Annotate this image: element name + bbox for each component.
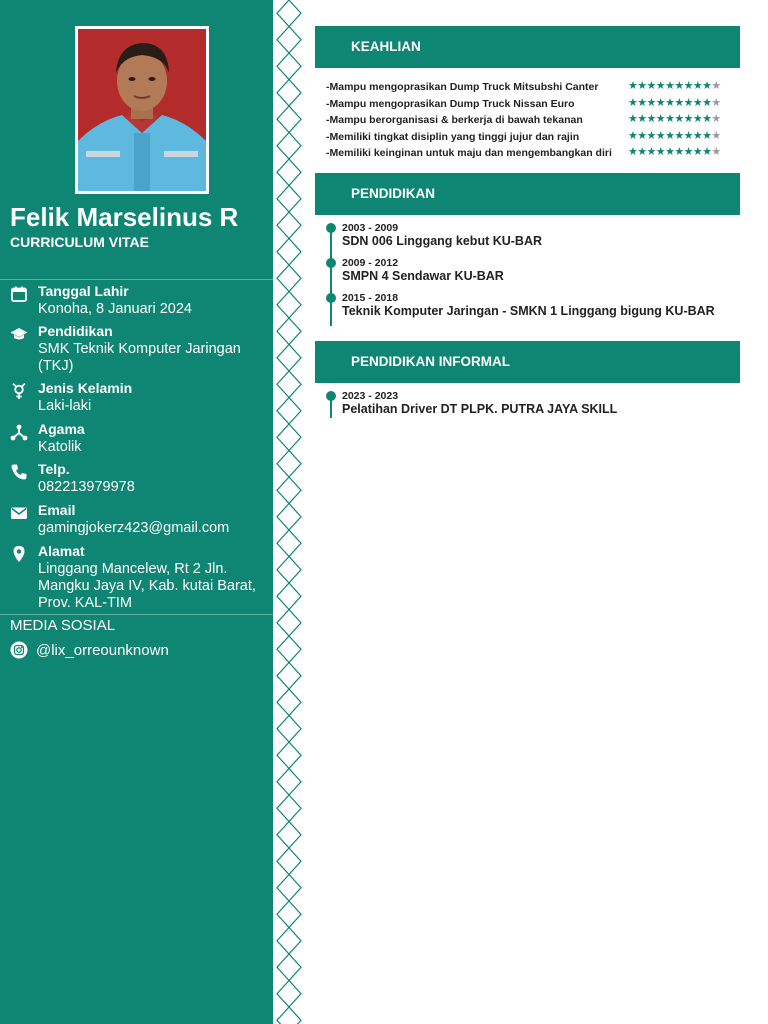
section-header-skills: KEAHLIAN — [315, 26, 740, 68]
sidebar-divider — [0, 279, 273, 280]
rating-star-icon: ★ — [683, 80, 693, 92]
rating-star-icon: ★ — [665, 80, 675, 92]
skill-item — [326, 146, 742, 163]
skill-rating-stars — [628, 146, 721, 159]
skill-item — [326, 97, 742, 114]
info-value: 082213979978 — [38, 479, 135, 495]
skill-text: -Memiliki keinginan untuk maju dan mengembangkan diri — [326, 147, 612, 160]
info-label: Email — [38, 502, 76, 518]
rating-star-icon: ★ — [655, 113, 666, 126]
rating-star-icon: ★ — [665, 129, 675, 142]
rating-star-icon: ★ — [637, 146, 647, 159]
skill-rating-stars — [628, 80, 721, 93]
rating-star-icon: ★ — [702, 129, 712, 142]
timeline-line — [330, 228, 332, 326]
rating-star-icon: ★ — [655, 129, 666, 142]
rating-star-icon: ★ — [702, 96, 712, 109]
calendar-icon — [10, 285, 28, 303]
religion-icon — [10, 423, 28, 441]
skill-text: -Mampu mengoprasikan Dump Truck Nissan Euro — [326, 97, 575, 110]
rating-star-icon: ★ — [674, 80, 684, 92]
profile-photo — [75, 26, 209, 194]
info-value: SMK Teknik Komputer Jaringan (TKJ) — [38, 341, 241, 374]
section-header-informal-education: PENDIDIKAN INFORMAL — [315, 341, 740, 383]
rating-star-icon: ★ — [655, 146, 666, 159]
info-value: Linggang Mancelew, Rt 2 Jln. Mangku Jaya IV, Kab. kutai Barat, Prov. KAL-TIM — [38, 561, 256, 611]
info-label: Jenis Kelamin — [38, 380, 133, 396]
timeline-years: 2023 - 2023 — [342, 390, 399, 402]
rating-star-icon: ★ — [646, 96, 656, 109]
info-value: Laki-laki — [38, 398, 92, 414]
rating-star-icon: ★ — [692, 146, 703, 159]
document-subtitle: CURRICULUM VITAE — [10, 234, 149, 250]
gender-icon — [10, 382, 28, 400]
info-value: Konoha, 8 Januari 2024 — [38, 301, 192, 317]
rating-star-icon: ★ — [692, 113, 703, 126]
skill-text: -Memiliki tingkat disiplin yang tinggi jujur dan rajin — [326, 130, 580, 143]
timeline-years: 2015 - 2018 — [342, 292, 399, 304]
graduation-cap-icon — [10, 325, 28, 343]
rating-star-icon: ★ — [674, 113, 684, 126]
timeline-title: Pelatihan Driver DT PLPK. PUTRA JAYA SKILL — [342, 402, 618, 416]
rating-star-icon: ★ — [692, 96, 703, 109]
rating-star-icon: ★ — [683, 146, 693, 159]
skill-text: -Mampu mengoprasikan Dump Truck Mitsubshi Canter — [326, 81, 599, 93]
section-header-education: PENDIDIKAN — [315, 173, 740, 215]
rating-star-icon: ★ — [692, 80, 703, 92]
rating-star-icon: ★ — [711, 146, 721, 159]
skill-rating-stars — [628, 97, 721, 110]
phone-icon — [10, 463, 28, 481]
rating-star-icon: ★ — [655, 80, 666, 92]
rating-star-icon: ★ — [711, 96, 721, 109]
info-label: Alamat — [38, 543, 85, 559]
rating-star-icon: ★ — [637, 80, 647, 92]
rating-star-icon: ★ — [628, 129, 638, 142]
rating-star-icon: ★ — [692, 129, 703, 142]
rating-star-icon: ★ — [702, 113, 712, 126]
instagram-icon — [10, 641, 28, 659]
rating-star-icon: ★ — [665, 146, 675, 159]
rating-star-icon: ★ — [646, 113, 656, 126]
timeline-dot — [326, 258, 336, 268]
location-pin-icon — [10, 545, 28, 563]
sidebar — [0, 0, 273, 1024]
email-icon — [10, 504, 28, 522]
rating-star-icon: ★ — [683, 96, 693, 109]
rating-star-icon: ★ — [683, 129, 693, 142]
timeline-dot — [326, 223, 336, 233]
skill-item — [326, 130, 742, 147]
info-label: Agama — [38, 421, 85, 437]
rating-star-icon: ★ — [637, 129, 647, 142]
skills-list — [326, 80, 742, 163]
rating-star-icon: ★ — [646, 80, 656, 92]
timeline-years: 2009 - 2012 — [342, 257, 399, 269]
rating-star-icon: ★ — [702, 80, 712, 92]
timeline-title: SDN 006 Linggang kebut KU-BAR — [342, 234, 543, 248]
timeline-title: SMPN 4 Sendawar KU-BAR — [342, 269, 504, 283]
diamond-chain-decoration — [275, 0, 303, 1024]
timeline-dot — [326, 293, 336, 303]
timeline-dot — [326, 391, 336, 401]
rating-star-icon: ★ — [628, 113, 638, 126]
timeline-years: 2003 - 2009 — [342, 222, 399, 234]
rating-star-icon: ★ — [683, 113, 693, 126]
info-label: Telp. — [38, 461, 70, 477]
skill-text: -Mampu berorganisasi & berkerja di bawah tekanan — [326, 114, 583, 127]
rating-star-icon: ★ — [646, 129, 656, 142]
rating-star-icon: ★ — [628, 80, 638, 92]
info-label: Tanggal Lahir — [38, 283, 129, 299]
rating-star-icon: ★ — [674, 129, 684, 142]
rating-star-icon: ★ — [711, 80, 721, 92]
timeline-title: Teknik Komputer Jaringan - SMKN 1 Linggang bigung KU-BAR — [342, 304, 715, 318]
social-handle: @lix_orreounknown — [36, 642, 169, 659]
rating-star-icon: ★ — [637, 113, 647, 126]
rating-star-icon: ★ — [674, 146, 684, 159]
rating-star-icon: ★ — [674, 96, 684, 109]
info-value: Katolik — [38, 439, 82, 455]
info-value: gamingjokerz423@gmail.com — [38, 520, 230, 536]
rating-star-icon: ★ — [711, 129, 721, 142]
rating-star-icon: ★ — [711, 113, 721, 126]
skill-item — [326, 80, 742, 97]
rating-star-icon: ★ — [665, 113, 675, 126]
rating-star-icon: ★ — [628, 146, 638, 159]
rating-star-icon: ★ — [702, 146, 712, 159]
candidate-name: Felik Marselinus R — [10, 202, 239, 232]
rating-star-icon: ★ — [646, 146, 656, 159]
rating-star-icon: ★ — [655, 96, 666, 109]
rating-star-icon: ★ — [637, 96, 647, 109]
skill-item — [326, 113, 742, 130]
skill-rating-stars — [628, 130, 721, 143]
rating-star-icon: ★ — [628, 96, 638, 109]
social-media-title: MEDIA SOSIAL — [10, 617, 116, 634]
skill-rating-stars — [628, 113, 721, 126]
rating-star-icon: ★ — [665, 96, 675, 109]
info-label: Pendidikan — [38, 323, 113, 339]
sidebar-divider — [0, 614, 273, 615]
